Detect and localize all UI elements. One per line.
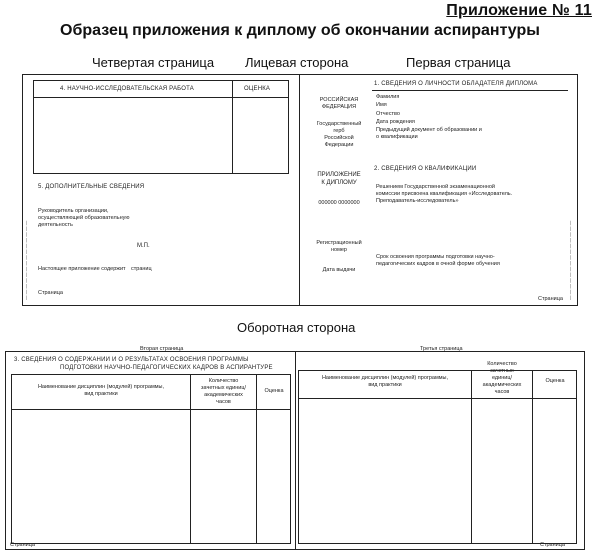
right-col-units-line5: часов [494,389,510,395]
annex-number: 000000 0000000 [318,200,360,206]
head-of-org-line1: Руководитель организации, [38,208,109,214]
person-heading-rule [372,90,568,91]
left-col-grade: Оценка [264,388,284,394]
surname-label: Фамилия [376,94,400,100]
qualification-text-line1: Решением Государственной экзаменационной [376,184,495,190]
section3-heading-line2: ПОДГОТОВКИ НАУЧНО-ПЕДАГОГИЧЕСКИХ КАДРОВ В АСПИРАНТУРЕ [60,365,273,371]
disciplines-table-left-divider2 [256,374,257,544]
left-col-name-line1: Наименование дисциплин (модулей) программы, [37,384,165,390]
third-page-label: Третья страница [420,346,463,352]
right-col-name-line1: Наименование дисциплин (модулей) программы, [321,375,449,381]
second-page-number-label: Страница [10,542,35,548]
qualification-heading: 2. СВЕДЕНИЯ О КВАЛИФИКАЦИИ [374,166,477,172]
left-col-units-line3: академических [204,392,243,398]
right-col-grade: Оценка [545,378,565,384]
left-col-units-line2: зачетных единиц/ [201,385,246,391]
reg-number-line2: номер [331,247,347,253]
research-heading: 4. НАУЧНО-ИССЛЕДОВАТЕЛЬСКАЯ РАБОТА [60,86,194,92]
head-of-org-line2: осуществляющей образовательную [38,215,130,221]
disciplines-table-right-divider2 [532,370,533,544]
left-col-units-line1: Количество [208,378,239,384]
page-title: Образец приложения к диплому об окончании аспирантуры [60,22,540,39]
right-col-units-line4: академических [482,382,522,388]
right-col-units-line2: зачетных [490,368,514,374]
person-info-heading: 1. СВЕДЕНИЯ О ЛИЧНОСТИ ОБЛАДАТЕЛЯ ДИПЛОМА [374,81,538,87]
disciplines-table-right [298,370,577,544]
annex-count-label: Настоящее приложение содержит [38,266,126,272]
back-fold-line [295,351,296,550]
research-table [33,80,289,174]
country-line1: РОССИЙСКАЯ [319,97,359,103]
patronymic-label: Отчество [376,111,400,117]
emblem-line2: герб [333,128,345,134]
issue-date-label: Дата выдачи [322,267,356,273]
right-vertical-note: — — — — — — — — — — — — — — [568,220,573,300]
research-table-divider [232,80,233,174]
annex-pages-label: страниц [131,266,152,272]
third-page-number-label: Страница [540,542,565,548]
first-page-heading: Первая страница [406,55,511,70]
disciplines-table-right-divider1 [471,370,472,544]
birth-date-label: Дата рождения [376,119,415,125]
face-side-heading: Лицевая сторона [245,55,349,70]
extra-info-heading: 5. ДОПОЛНИТЕЛЬНЫЕ СВЕДЕНИЯ [38,184,145,190]
left-col-units-line4: часов [216,399,231,405]
country-line2: ФЕДЕРАЦИЯ [321,104,357,110]
fourth-page-number-label: Страница [38,290,63,296]
qualification-text-line2: комиссии присвоена квалификация «Исследователь. [376,191,513,197]
head-of-org-line3: деятельность [38,222,73,228]
reg-number-line1: Регистрационный [316,240,362,246]
left-vertical-note: — — — — — — — — — — — — — — [24,220,29,300]
qualification-text-line3: Преподаватель-исследователь» [376,198,459,204]
annex-title-line2: К ДИПЛОМУ [321,180,357,186]
left-col-name-line2: вид практики [84,391,118,397]
fourth-page-heading: Четвертая страница [92,55,215,70]
disciplines-table-right-header-line [298,398,577,399]
second-page-label: Вторая страница [140,346,184,352]
back-side-heading: Оборотная сторона [237,320,356,335]
research-table-header-line [33,97,289,98]
prev-doc-label-line2: о квалификации [376,134,418,140]
first-name-label: Имя [376,102,387,108]
first-page-number-label: Страница [538,296,563,302]
research-grade-heading: ОЦЕНКА [244,86,271,92]
section3-heading-line1: 3. СВЕДЕНИЯ О СОДЕРЖАНИИ И О РЕЗУЛЬТАТАХ ОСВОЕНИЯ ПРОГРАММЫ [14,357,249,363]
disciplines-table-left-header-line [11,409,291,410]
right-col-units-line1: Количество [487,361,517,367]
appendix-label: Приложение № 11 [446,2,592,19]
prev-doc-label-line1: Предыдущий документ об образовании и [376,127,482,133]
right-col-units-line3: единиц/ [491,375,512,381]
study-term-line2: педагогических кадров в очной форме обучения [376,261,500,267]
study-term-line1: Срок освоения программы подготовки научно- [376,254,495,260]
right-col-name-line2: вид практики [368,382,402,388]
seal-mark: М.П. [137,243,150,249]
emblem-line4: Федерации [324,142,354,148]
annex-title-line1: ПРИЛОЖЕНИЕ [317,172,361,178]
emblem-line1: Государственный [316,121,362,127]
emblem-line3: Российской [324,135,354,141]
